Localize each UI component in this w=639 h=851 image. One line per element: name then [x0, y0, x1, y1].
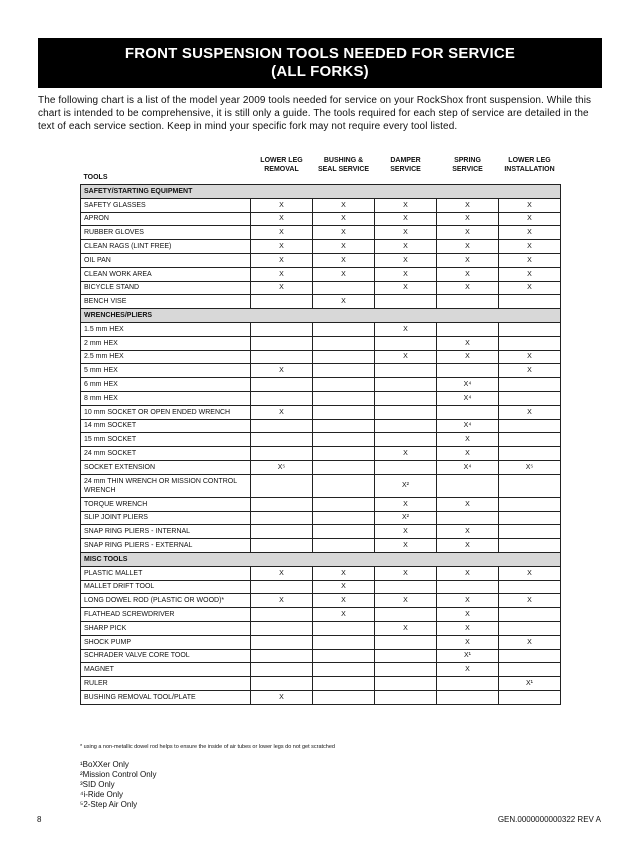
- tool-check-cell: [251, 391, 313, 405]
- tool-check-cell: X: [375, 621, 437, 635]
- tool-check-cell: X: [375, 497, 437, 511]
- tool-check-cell: [499, 663, 561, 677]
- tool-check-cell: [499, 295, 561, 309]
- column-header: SPRING SERVICE: [437, 146, 499, 185]
- tool-check-cell: [437, 580, 499, 594]
- tool-check-cell: X: [499, 566, 561, 580]
- tool-check-cell: X: [375, 198, 437, 212]
- tool-name: 1.5 mm HEX: [81, 322, 251, 336]
- tool-check-cell: X: [313, 212, 375, 226]
- tool-check-cell: [313, 525, 375, 539]
- table-row: [81, 391, 561, 405]
- tool-check-cell: [251, 635, 313, 649]
- tool-check-cell: [499, 621, 561, 635]
- tool-check-cell: [313, 649, 375, 663]
- tool-check-cell: X: [313, 253, 375, 267]
- table-row: [81, 364, 561, 378]
- tool-check-cell: [251, 580, 313, 594]
- tool-check-cell: [251, 511, 313, 525]
- tool-check-cell: [499, 378, 561, 392]
- tool-check-cell: X: [375, 253, 437, 267]
- tool-check-cell: X: [313, 295, 375, 309]
- tool-check-cell: [375, 635, 437, 649]
- tool-check-cell: X: [251, 253, 313, 267]
- tool-name: 14 mm SOCKET: [81, 419, 251, 433]
- tool-check-cell: [375, 364, 437, 378]
- intro-paragraph: The following chart is a list of the model year 2009 tools needed for service on your RockShox front suspension. While this chart is intended to be comprehensive, it is still only a guide. The tools required for each step of service are detailed in the text of each service section. Keep in mind your specific fork may not require every tool listed.: [38, 95, 592, 132]
- table-row: [81, 281, 561, 295]
- section-row: [81, 552, 561, 566]
- tool-check-cell: [437, 295, 499, 309]
- tool-check-cell: [437, 474, 499, 497]
- tool-check-cell: X: [375, 322, 437, 336]
- tool-check-cell: X: [313, 226, 375, 240]
- legend-item: ⁵2-Step Air Only: [80, 800, 138, 809]
- tool-check-cell: X: [499, 253, 561, 267]
- page-number: 8: [37, 815, 42, 824]
- tool-check-cell: X: [499, 364, 561, 378]
- tool-check-cell: [499, 539, 561, 553]
- document-code: GEN.0000000000322 REV A: [497, 815, 601, 824]
- tool-check-cell: X: [251, 364, 313, 378]
- tool-check-cell: [313, 419, 375, 433]
- tool-check-cell: [313, 635, 375, 649]
- tool-check-cell: X¹: [499, 677, 561, 691]
- tool-check-cell: [313, 497, 375, 511]
- tool-check-cell: [251, 474, 313, 497]
- tool-name: 5 mm HEX: [81, 364, 251, 378]
- table-row: [81, 635, 561, 649]
- tool-check-cell: X⁵: [251, 460, 313, 474]
- tool-check-cell: [375, 419, 437, 433]
- table-row: [81, 240, 561, 254]
- tool-check-cell: X⁴: [437, 419, 499, 433]
- tool-check-cell: X: [251, 690, 313, 704]
- tool-check-cell: X: [437, 663, 499, 677]
- tool-check-cell: X²: [375, 511, 437, 525]
- section-label: MISC TOOLS: [81, 552, 561, 566]
- tool-name: 2 mm HEX: [81, 336, 251, 350]
- tool-name: BUSHING REMOVAL TOOL/PLATE: [81, 690, 251, 704]
- tool-check-cell: [251, 497, 313, 511]
- tool-name: 10 mm SOCKET OR OPEN ENDED WRENCH: [81, 405, 251, 419]
- legend-item: ³SID Only: [80, 780, 115, 789]
- table-row: [81, 267, 561, 281]
- tool-check-cell: X: [375, 594, 437, 608]
- table-row: [81, 474, 561, 497]
- tool-check-cell: [375, 405, 437, 419]
- tool-check-cell: X: [375, 539, 437, 553]
- tool-check-cell: [499, 433, 561, 447]
- table-row: [81, 580, 561, 594]
- tool-check-cell: X: [251, 281, 313, 295]
- tool-check-cell: X: [437, 281, 499, 295]
- tool-check-cell: X⁴: [437, 391, 499, 405]
- tool-check-cell: [251, 539, 313, 553]
- tool-check-cell: [499, 391, 561, 405]
- tool-name: SHARP PICK: [81, 621, 251, 635]
- tool-check-cell: X: [437, 497, 499, 511]
- column-header: DAMPER SERVICE: [375, 146, 437, 185]
- table-row: [81, 405, 561, 419]
- tool-name: SNAP RING PLIERS - EXTERNAL: [81, 539, 251, 553]
- tool-check-cell: [499, 474, 561, 497]
- tool-name: 24 mm SOCKET: [81, 447, 251, 461]
- tool-check-cell: X: [437, 350, 499, 364]
- tool-name: TORQUE WRENCH: [81, 497, 251, 511]
- table-row: [81, 621, 561, 635]
- legend-list: [80, 760, 156, 810]
- section-row: [81, 309, 561, 323]
- tool-check-cell: [375, 460, 437, 474]
- tool-check-cell: X: [437, 267, 499, 281]
- tool-check-cell: X: [437, 621, 499, 635]
- tool-check-cell: [313, 378, 375, 392]
- tool-check-cell: X: [437, 253, 499, 267]
- tool-check-cell: [499, 649, 561, 663]
- table-row: [81, 525, 561, 539]
- tool-check-cell: [251, 525, 313, 539]
- table-row: [81, 226, 561, 240]
- tool-check-cell: [375, 295, 437, 309]
- tool-name: 15 mm SOCKET: [81, 433, 251, 447]
- table-row: [81, 608, 561, 622]
- tool-check-cell: [313, 690, 375, 704]
- tool-name: FLATHEAD SCREWDRIVER: [81, 608, 251, 622]
- tool-check-cell: X: [251, 212, 313, 226]
- tool-check-cell: X: [437, 525, 499, 539]
- tool-check-cell: X: [313, 594, 375, 608]
- tool-check-cell: X: [375, 447, 437, 461]
- tool-name: 2.5 mm HEX: [81, 350, 251, 364]
- tool-check-cell: [251, 419, 313, 433]
- table-row: [81, 212, 561, 226]
- table-row: [81, 198, 561, 212]
- table-row: [81, 594, 561, 608]
- tool-check-cell: X: [499, 350, 561, 364]
- tool-check-cell: [313, 433, 375, 447]
- tool-check-cell: [251, 663, 313, 677]
- legend-item: ¹BoXXer Only: [80, 760, 129, 769]
- tool-check-cell: [499, 608, 561, 622]
- tool-check-cell: [313, 621, 375, 635]
- tool-check-cell: [499, 525, 561, 539]
- tool-check-cell: X: [499, 267, 561, 281]
- table-row: [81, 539, 561, 553]
- tool-check-cell: X: [499, 240, 561, 254]
- tool-check-cell: [375, 677, 437, 691]
- tool-check-cell: [375, 690, 437, 704]
- tool-check-cell: X: [437, 240, 499, 254]
- section-row: [81, 185, 561, 199]
- tool-check-cell: X: [251, 267, 313, 281]
- tool-check-cell: [313, 511, 375, 525]
- table-row: [81, 677, 561, 691]
- tool-check-cell: [375, 391, 437, 405]
- tool-check-cell: X: [251, 594, 313, 608]
- legend-item: ⁴i-Ride Only: [80, 790, 124, 799]
- tool-check-cell: [251, 621, 313, 635]
- tool-check-cell: [313, 474, 375, 497]
- tool-name: SLIP JOINT PLIERS: [81, 511, 251, 525]
- tool-name: RULER: [81, 677, 251, 691]
- title-line-1: FRONT SUSPENSION TOOLS NEEDED FOR SERVICE: [124, 45, 516, 62]
- table-row: [81, 336, 561, 350]
- tool-name: BENCH VISE: [81, 295, 251, 309]
- tool-check-cell: X: [437, 198, 499, 212]
- table-row: [81, 566, 561, 580]
- tool-check-cell: X: [251, 566, 313, 580]
- tool-check-cell: [437, 677, 499, 691]
- tool-check-cell: X: [437, 539, 499, 553]
- tool-check-cell: [251, 350, 313, 364]
- table-row: [81, 378, 561, 392]
- tool-name: APRON: [81, 212, 251, 226]
- table-row: [81, 350, 561, 364]
- legend-item: ²Mission Control Only: [80, 770, 157, 779]
- tool-check-cell: [251, 677, 313, 691]
- tool-name: CLEAN RAGS (LINT FREE): [81, 240, 251, 254]
- tool-check-cell: X: [375, 226, 437, 240]
- tool-check-cell: [251, 295, 313, 309]
- tool-check-cell: [375, 608, 437, 622]
- tool-check-cell: X¹: [437, 649, 499, 663]
- tool-check-cell: [375, 649, 437, 663]
- tool-check-cell: X: [499, 212, 561, 226]
- table-row: [81, 295, 561, 309]
- column-header: LOWER LEG REMOVAL: [251, 146, 313, 185]
- tool-check-cell: [499, 322, 561, 336]
- tool-check-cell: X: [437, 566, 499, 580]
- tool-check-cell: [251, 336, 313, 350]
- tool-check-cell: X: [375, 240, 437, 254]
- tool-name: 6 mm HEX: [81, 378, 251, 392]
- tool-check-cell: X: [313, 198, 375, 212]
- tool-check-cell: X⁴: [437, 460, 499, 474]
- tool-check-cell: [437, 405, 499, 419]
- table-row: [81, 649, 561, 663]
- tool-check-cell: [437, 690, 499, 704]
- tool-check-cell: [437, 511, 499, 525]
- dowel-footnote: * using a non-metallic dowel rod helps to ensure the inside of air tubes or lower legs do not get scratched: [80, 744, 335, 750]
- tool-check-cell: X: [499, 198, 561, 212]
- tool-name: MAGNET: [81, 663, 251, 677]
- tool-check-cell: X: [313, 580, 375, 594]
- tool-check-cell: X: [375, 212, 437, 226]
- column-header: TOOLS: [81, 146, 251, 185]
- tool-check-cell: X: [499, 405, 561, 419]
- tool-name: OIL PAN: [81, 253, 251, 267]
- tool-name: SHOCK PUMP: [81, 635, 251, 649]
- tool-check-cell: [313, 336, 375, 350]
- table-row: [81, 511, 561, 525]
- tool-name: SOCKET EXTENSION: [81, 460, 251, 474]
- table-row: [81, 497, 561, 511]
- tool-check-cell: [313, 539, 375, 553]
- tool-check-cell: [313, 391, 375, 405]
- section-label: WRENCHES/PLIERS: [81, 309, 561, 323]
- table-row: [81, 322, 561, 336]
- tool-name: BICYCLE STAND: [81, 281, 251, 295]
- tool-check-cell: [499, 336, 561, 350]
- table-row: [81, 663, 561, 677]
- tool-check-cell: [375, 336, 437, 350]
- tool-check-cell: [313, 350, 375, 364]
- table-row: [81, 433, 561, 447]
- column-header: BUSHING & SEAL SERVICE: [313, 146, 375, 185]
- tool-check-cell: X: [437, 608, 499, 622]
- tool-check-cell: [375, 378, 437, 392]
- tool-check-cell: X: [375, 267, 437, 281]
- tool-check-cell: [313, 281, 375, 295]
- table-header-row: [81, 146, 561, 185]
- tool-name: SNAP RING PLIERS - INTERNAL: [81, 525, 251, 539]
- tool-check-cell: X: [375, 566, 437, 580]
- tool-check-cell: [499, 580, 561, 594]
- tool-check-cell: X⁵: [499, 460, 561, 474]
- tool-check-cell: [375, 580, 437, 594]
- tool-check-cell: [499, 497, 561, 511]
- tool-check-cell: [499, 511, 561, 525]
- tool-check-cell: [499, 447, 561, 461]
- tool-name: 24 mm THIN WRENCH OR MISSION CONTROL WRENCH: [81, 474, 251, 497]
- tool-check-cell: [251, 447, 313, 461]
- tool-check-cell: X: [499, 594, 561, 608]
- table-row: [81, 253, 561, 267]
- tool-check-cell: X: [251, 198, 313, 212]
- tool-check-cell: X: [437, 226, 499, 240]
- table-row: [81, 447, 561, 461]
- tool-name: CLEAN WORK AREA: [81, 267, 251, 281]
- column-header: LOWER LEG INSTALLATION: [499, 146, 561, 185]
- tool-check-cell: [499, 690, 561, 704]
- tool-check-cell: X: [313, 566, 375, 580]
- table-row: [81, 690, 561, 704]
- tools-table: [80, 146, 561, 705]
- tool-check-cell: [437, 322, 499, 336]
- tool-check-cell: X: [437, 635, 499, 649]
- title-banner: [38, 38, 602, 88]
- tool-name: LONG DOWEL ROD (PLASTIC OR WOOD)*: [81, 594, 251, 608]
- tool-check-cell: X²: [375, 474, 437, 497]
- tool-check-cell: [313, 447, 375, 461]
- tool-check-cell: [251, 649, 313, 663]
- tool-check-cell: [251, 608, 313, 622]
- tool-check-cell: [313, 460, 375, 474]
- tool-check-cell: X: [313, 240, 375, 254]
- table-row: [81, 419, 561, 433]
- tool-check-cell: X: [437, 594, 499, 608]
- tool-check-cell: X: [251, 405, 313, 419]
- table-body: [81, 185, 561, 705]
- tool-check-cell: [251, 433, 313, 447]
- tool-name: SAFETY GLASSES: [81, 198, 251, 212]
- tool-check-cell: X: [437, 447, 499, 461]
- tool-check-cell: X: [251, 226, 313, 240]
- tool-check-cell: [499, 419, 561, 433]
- tool-check-cell: [251, 322, 313, 336]
- tool-check-cell: X: [437, 433, 499, 447]
- tool-check-cell: X: [375, 281, 437, 295]
- tool-check-cell: X: [375, 350, 437, 364]
- tool-check-cell: [251, 378, 313, 392]
- tool-check-cell: X: [499, 281, 561, 295]
- tool-check-cell: X: [375, 525, 437, 539]
- tool-check-cell: X: [437, 212, 499, 226]
- tool-check-cell: [313, 663, 375, 677]
- tool-name: MALLET DRIFT TOOL: [81, 580, 251, 594]
- tool-check-cell: [313, 364, 375, 378]
- tool-check-cell: X⁴: [437, 378, 499, 392]
- tool-check-cell: [313, 405, 375, 419]
- tool-check-cell: X: [437, 336, 499, 350]
- table-row: [81, 460, 561, 474]
- tool-check-cell: X: [313, 267, 375, 281]
- section-label: SAFETY/STARTING EQUIPMENT: [81, 185, 561, 199]
- tool-name: SCHRADER VALVE CORE TOOL: [81, 649, 251, 663]
- tool-check-cell: X: [499, 226, 561, 240]
- tool-check-cell: [375, 663, 437, 677]
- title-line-2: (ALL FORKS): [271, 63, 369, 80]
- tool-check-cell: [313, 322, 375, 336]
- tool-name: RUBBER GLOVES: [81, 226, 251, 240]
- tool-check-cell: X: [499, 635, 561, 649]
- tool-check-cell: X: [251, 240, 313, 254]
- tool-check-cell: X: [313, 608, 375, 622]
- tool-name: PLASTIC MALLET: [81, 566, 251, 580]
- tool-check-cell: [437, 364, 499, 378]
- tool-name: 8 mm HEX: [81, 391, 251, 405]
- tool-check-cell: [375, 433, 437, 447]
- tool-check-cell: [313, 677, 375, 691]
